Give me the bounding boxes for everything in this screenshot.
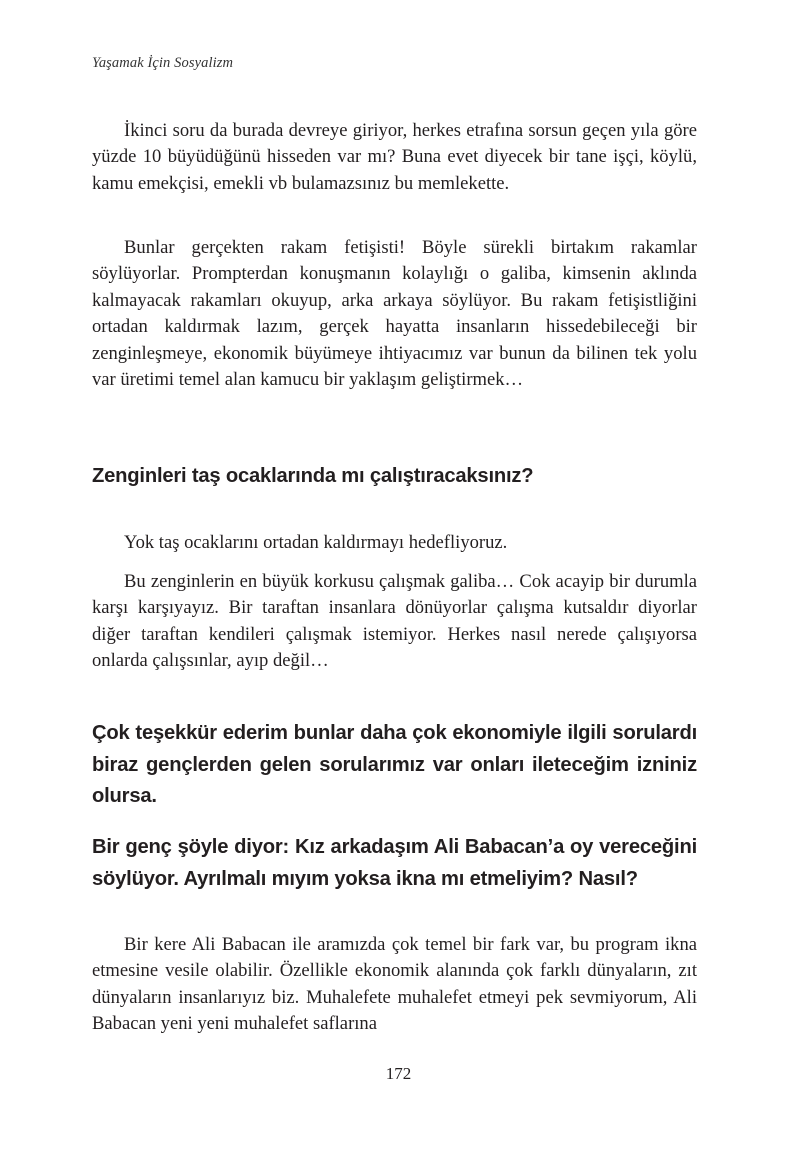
paragraph-1: İkinci soru da burada devreye giriyor, herkes etrafına sorsun geçen yıla göre yüzde 10 büyüdüğünü hisseden var mı? Buna evet diyecek bir tane işçi, köylü, kamu emekçisi, emekli vb bulamazsınız bu memlekette.: [92, 120, 697, 194]
paragraph-4: Bu zenginlerin en büyük korkusu çalışmak galiba… Cok acayip bir durumla karşı karşıyayız. Bir taraftan insanlara dönüyorlar çalışma kutsaldır diyorlar diğer taraftan kendileri çalışmak istemiyor. Herkes nasıl nerede çalışıyorsa onlarda çalışsınlar, ayıp değil…: [92, 571, 697, 672]
section-heading-2: Çok teşekkür ederim bunlar daha çok ekonomiyle ilgili sorulardı biraz gençlerden gelen sorularımız var onları ileteceğim izniniz olursa.: [92, 722, 697, 807]
paragraph-3: Yok taş ocaklarını ortadan kaldırmayı hedefliyoruz.: [124, 532, 508, 553]
paragraph-5: Bir kere Ali Babacan ile aramızda çok temel bir fark var, bu program ikna etmesine vesile olabilir. Özellikle ekonomik alanında çok farklı dünyaların, zıt dünyaların insanlarıyız biz. Muhalefete muhalefet etmeyi pek sevmiyorum, Ali Babacan yeni yeni muhalefet saflarına: [92, 934, 697, 1035]
paragraph-2: Bunlar gerçekten rakam fetişisti! Böyle sürekli birtakım rakamlar söylüyorlar. Prompterdan konuşmanın kolaylığı o galiba, kimsenin aklında kalmayacak rakamları okuyup, arka arkaya söylüyor. Bu rakam fetişistliğini ortadan kaldırmak lazım, gerçek hayatta insanların hissedebileceği bir zenginleşmeye, ekonomik büyümeye ihtiyacımız var bunun da bilinen tek yolu var üretimi temel alan kamucu bir yaklaşım geliştirmek…: [92, 237, 697, 391]
section-heading-3: Bir genç şöyle diyor: Kız arkadaşım Ali Babacan’a oy vereceğini söylüyor. Ayrılmalı mıyım yoksa ikna mı etmeliyim? Nasıl?: [92, 836, 697, 890]
section-heading-1: Zenginleri taş ocaklarında mı çalıştıracaksınız?: [92, 465, 534, 487]
page-number: 172: [385, 1064, 412, 1083]
running-head: Yaşamak İçin Sosyalizm: [92, 55, 234, 71]
